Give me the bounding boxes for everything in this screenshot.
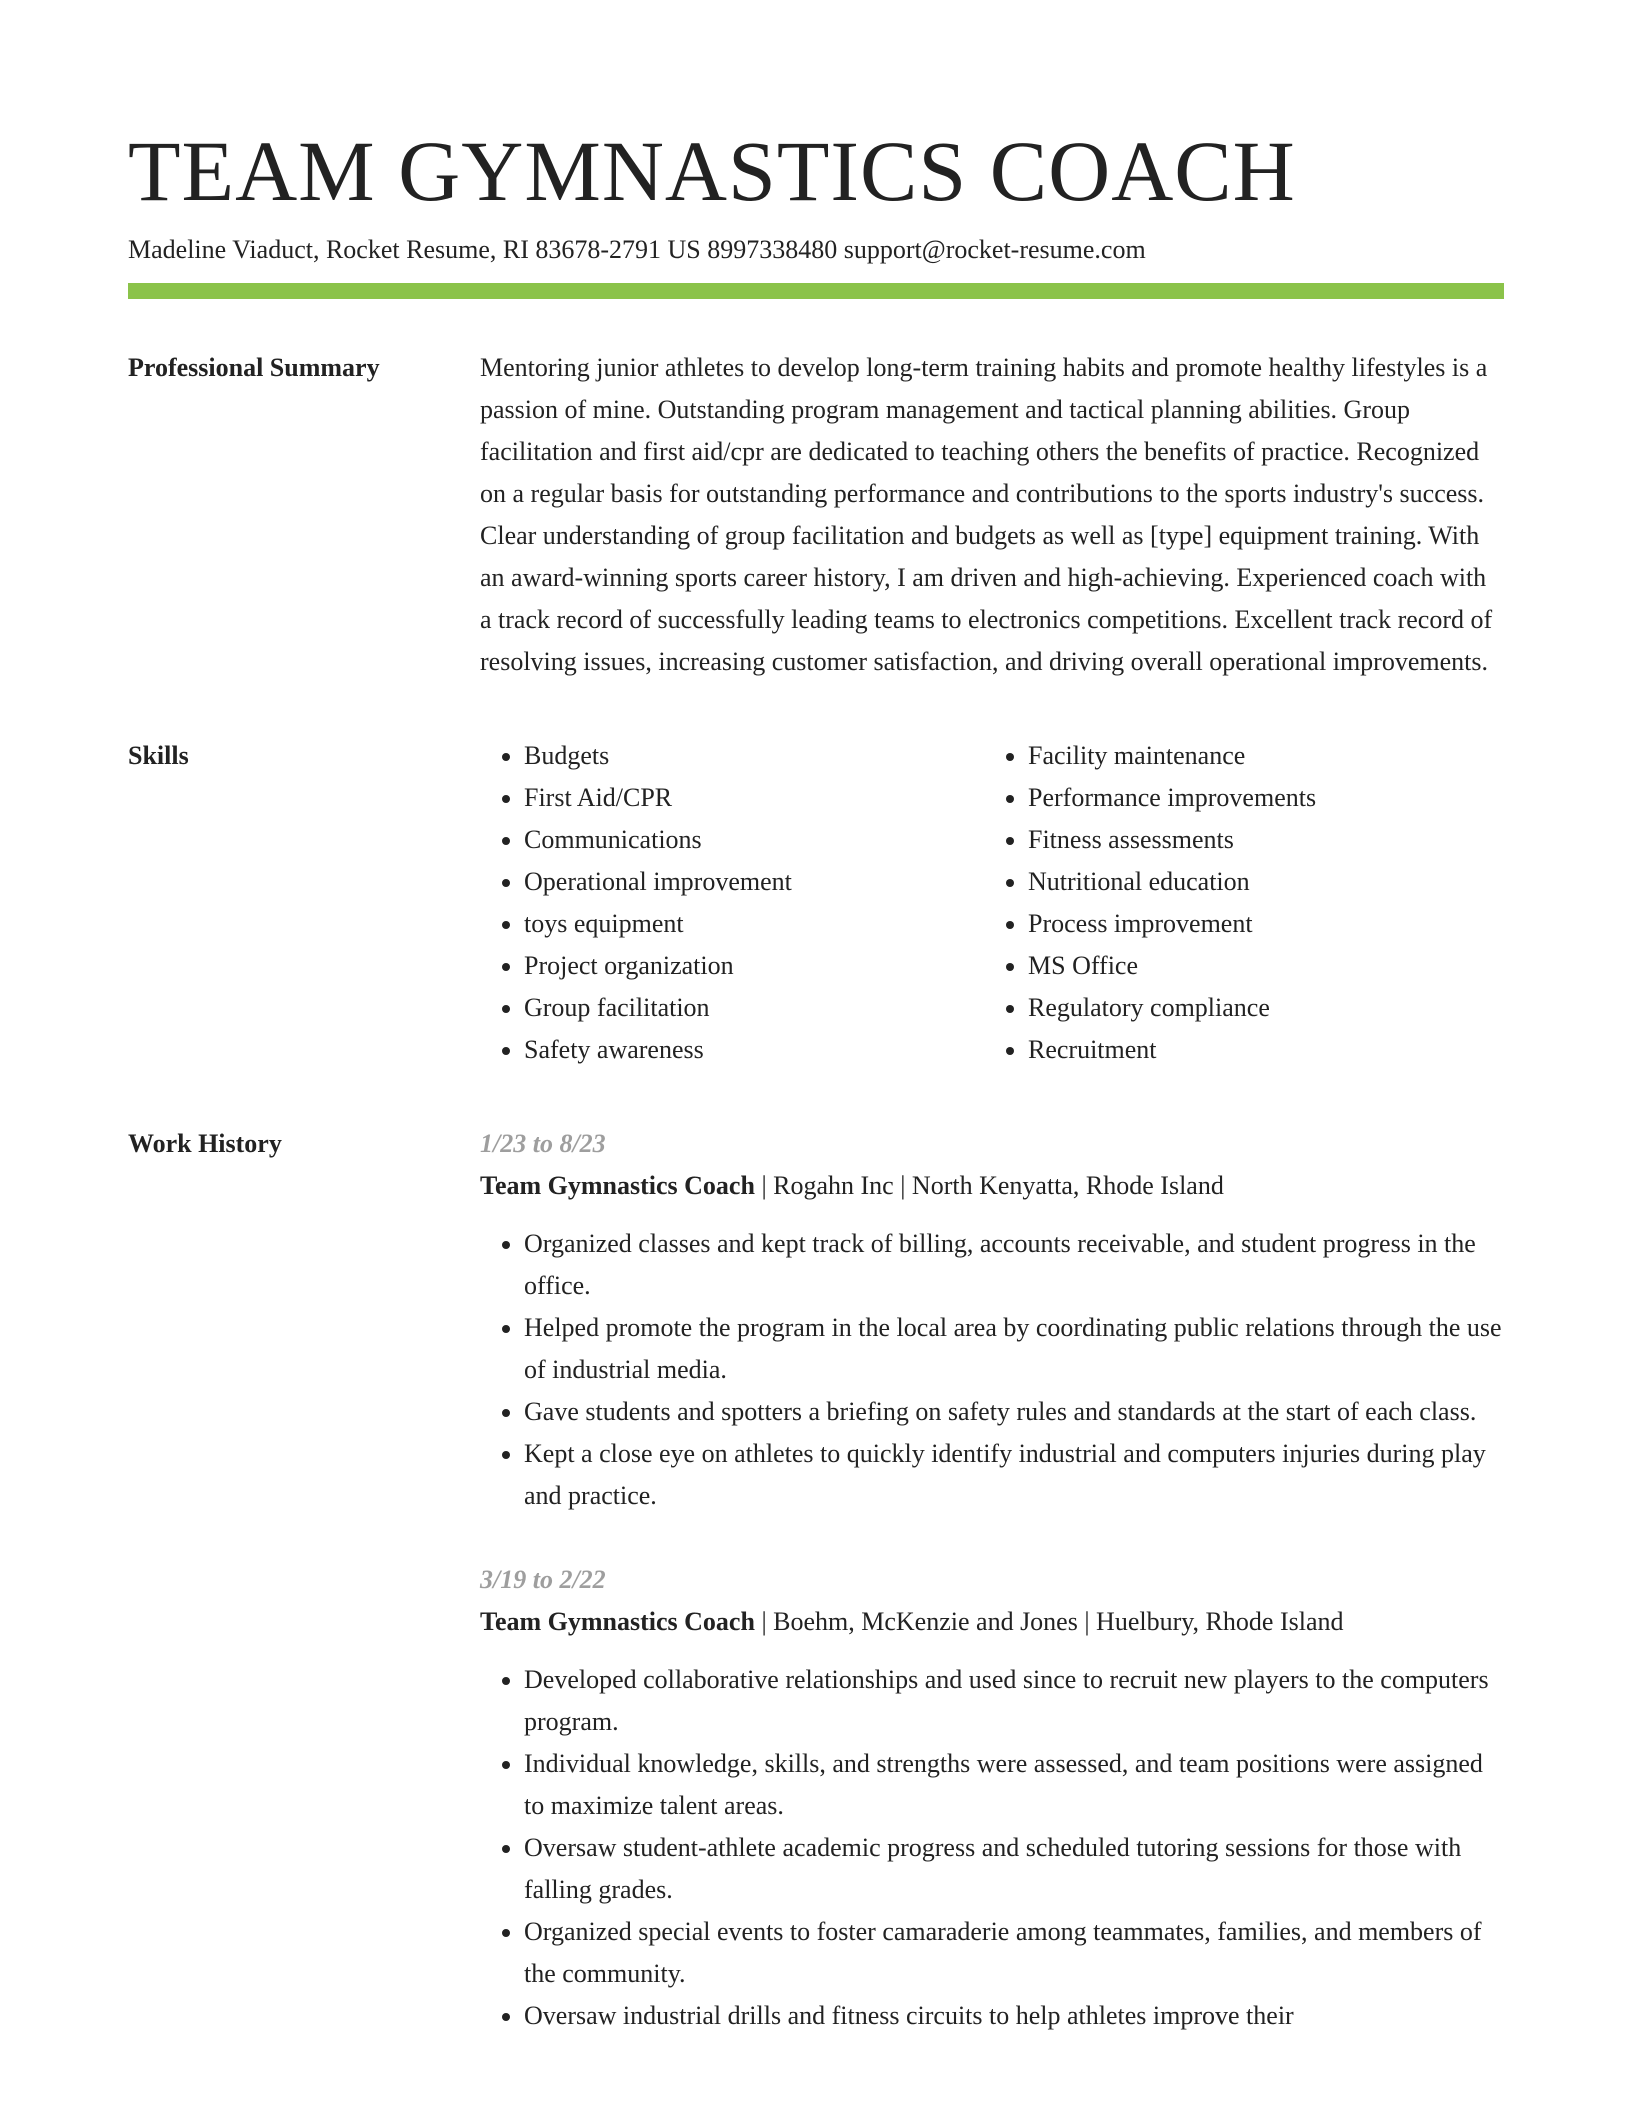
job-bullet: • Individual knowledge, skills, and strengths were assessed, and team positions were assigned to maximize talent areas. [524,1743,1504,1827]
summary-label: Professional Summary [128,353,380,382]
summary-text: Mentoring junior athletes to develop long-term training habits and promote healthy lifestyles is a passion of mine. Outstanding program management and tactical planning abilities. Group facilitation and first aid/cpr are dedicated to teaching others the benefits of practice. Recognized on a regular basis for outstanding performance and contributions to the sports industry's success. Clear understanding of group facilitation and budgets as well as [type] equipment training. With an award-winning sports career history, I am driven and high-achieving. Experienced coach with a track record of successfully leading teams to electronics competitions. Excellent track record of resolving issues, increasing customer satisfaction, and driving overall operational improvements. [480,353,1493,676]
resume-page [128,0,1504,2079]
skill-item: • toys equipment [524,903,984,945]
work-history-section [128,1123,1504,2079]
contact-address: Madeline Viaduct, Rocket Resume, RI 83678-2791 US [128,235,701,264]
job-entry [480,1123,1504,1517]
job-bullet: • Oversaw student-athlete academic progress and scheduled tutoring sessions for those with falling grades. [524,1827,1504,1911]
contact-email: support@rocket-resume.com [843,235,1146,264]
job-dates: 1/23 to 8/23 [480,1129,606,1158]
header-divider [128,283,1504,299]
job-bullet: • Gave students and spotters a briefing on safety rules and standards at the start of each class. [524,1391,1504,1433]
contact-phone: 8997338480 [707,235,838,264]
skills-section [128,735,1504,1071]
skill-item: • Regulatory compliance [1028,987,1488,1029]
job-details: | Boehm, McKenzie and Jones | Huelbury, Rhode Island [754,1607,1344,1636]
job-entry [480,1559,1504,2037]
skill-item: • Fitness assessments [1028,819,1488,861]
skill-item: • Safety awareness [524,1029,984,1071]
job-bullet: • Organized special events to foster camaraderie among teammates, families, and members of the community. [524,1911,1504,1995]
job-bullet: • Developed collaborative relationships and used since to recruit new players to the computers program. [524,1659,1504,1743]
skill-item: • Operational improvement [524,861,984,903]
skill-item: • Communications [524,819,984,861]
skill-item: • Performance improvements [1028,777,1488,819]
work-history-label: Work History [128,1129,282,1158]
skill-item: • Budgets [524,735,984,777]
summary-section [128,347,1504,683]
job-title: Team Gymnastics Coach [480,1171,755,1200]
job-details: | Rogahn Inc | North Kenyatta, Rhode Island [754,1171,1224,1200]
job-heading [480,1165,1504,1207]
job-bullets [480,1223,1504,1517]
job-bullet: • Organized classes and kept track of billing, accounts receivable, and student progress in the office. [524,1223,1504,1307]
job-title: Team Gymnastics Coach [480,1607,755,1636]
job-bullet: • Oversaw industrial drills and fitness circuits to help athletes improve their [524,1995,1504,2037]
skill-item: • Project organization [524,945,984,987]
skill-item: • Process improvement [1028,903,1488,945]
skills-label: Skills [128,741,189,770]
skill-item: • Nutritional education [1028,861,1488,903]
job-bullet: • Kept a close eye on athletes to quickly identify industrial and computers injuries during play and practice. [524,1433,1504,1517]
resume-title: TEAM GYMNASTICS COACH [128,123,1296,219]
job-bullet: • Helped promote the program in the local area by coordinating public relations through the use of industrial media. [524,1307,1504,1391]
job-bullets [480,1659,1504,2037]
skill-item: • Facility maintenance [1028,735,1488,777]
job-heading [480,1601,1504,1643]
skills-list-right [984,735,1488,1071]
skill-item: • MS Office [1028,945,1488,987]
skill-item: • Group facilitation [524,987,984,1029]
contact-line [128,233,1504,267]
skill-item: • First Aid/CPR [524,777,984,819]
skill-item: • Recruitment [1028,1029,1488,1071]
skills-list-left [480,735,984,1071]
job-dates: 3/19 to 2/22 [480,1565,606,1594]
